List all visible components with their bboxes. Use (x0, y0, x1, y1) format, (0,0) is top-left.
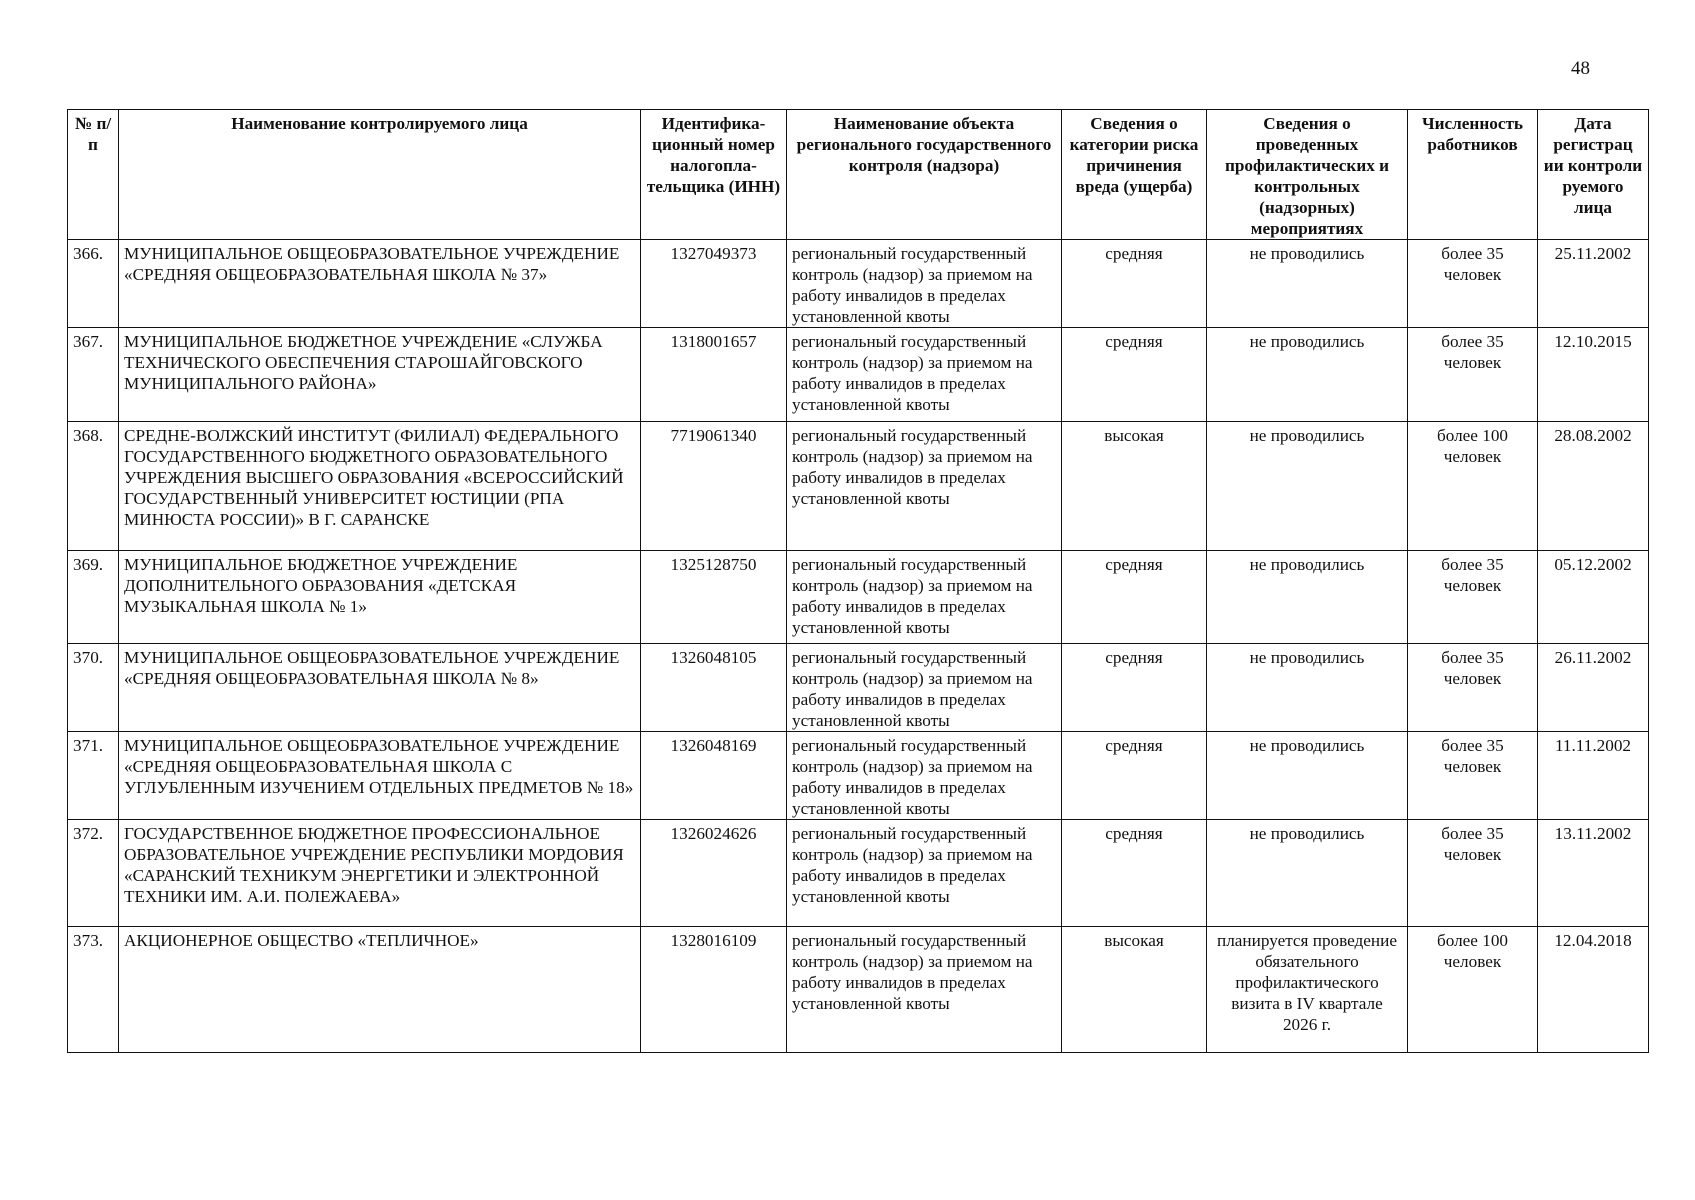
header-inn: Идентифика-ционный номер налогопла-тельщика (ИНН) (641, 110, 787, 240)
cell-inn: 1318001657 (641, 328, 787, 422)
cell-name: ГОСУДАРСТВЕННОЕ БЮДЖЕТНОЕ ПРОФЕССИОНАЛЬНОЕ ОБРАЗОВАТЕЛЬНОЕ УЧРЕЖДЕНИЕ РЕСПУБЛИКИ МОРДОВИЯ «САРАНСКИЙ ТЕХНИКУМ ЭНЕРГЕТИКИ И ЭЛЕКТРОННОЙ ТЕХНИКИ ИМ. А.И. ПОЛЕЖАЕВА» (119, 820, 641, 927)
cell-num: 369. (68, 551, 119, 644)
cell-num: 373. (68, 927, 119, 1053)
cell-risk: средняя (1062, 644, 1207, 732)
cell-staff: более 100 человек (1408, 422, 1538, 551)
cell-staff: более 35 человек (1408, 820, 1538, 927)
cell-staff: более 35 человек (1408, 240, 1538, 328)
cell-staff: более 35 человек (1408, 328, 1538, 422)
cell-num: 372. (68, 820, 119, 927)
cell-staff: более 35 человек (1408, 732, 1538, 820)
cell-date: 28.08.2002 (1538, 422, 1649, 551)
cell-inn: 1326048105 (641, 644, 787, 732)
cell-risk: средняя (1062, 551, 1207, 644)
cell-name: МУНИЦИПАЛЬНОЕ БЮДЖЕТНОЕ УЧРЕЖДЕНИЕ «СЛУЖБА ТЕХНИЧЕСКОГО ОБЕСПЕЧЕНИЯ СТАРОШАЙГОВСКОГО МУНИЦИПАЛЬНОГО РАЙОНА» (119, 328, 641, 422)
header-date: Дата регистрац ии контроли руемого лица (1538, 110, 1649, 240)
table-row (68, 644, 1649, 732)
cell-preventive: не проводились (1207, 732, 1408, 820)
table-row (68, 732, 1649, 820)
cell-inn: 1326048169 (641, 732, 787, 820)
header-preventive: Сведения о проведенных профилактических и контрольных (надзорных) мероприятиях (1207, 110, 1408, 240)
cell-num: 371. (68, 732, 119, 820)
cell-inn: 1326024626 (641, 820, 787, 927)
cell-staff: более 35 человек (1408, 644, 1538, 732)
cell-object: региональный государственный контроль (надзор) за приемом на работу инвалидов в пределах установленной квоты (787, 328, 1062, 422)
cell-object: региональный государственный контроль (надзор) за приемом на работу инвалидов в пределах установленной квоты (787, 422, 1062, 551)
cell-object: региональный государственный контроль (надзор) за приемом на работу инвалидов в пределах установленной квоты (787, 927, 1062, 1053)
cell-object: региональный государственный контроль (надзор) за приемом на работу инвалидов в пределах установленной квоты (787, 820, 1062, 927)
table-row (68, 328, 1649, 422)
cell-date: 26.11.2002 (1538, 644, 1649, 732)
cell-preventive: не проводились (1207, 551, 1408, 644)
cell-date: 11.11.2002 (1538, 732, 1649, 820)
cell-num: 366. (68, 240, 119, 328)
cell-staff: более 100 человек (1408, 927, 1538, 1053)
cell-inn: 1325128750 (641, 551, 787, 644)
cell-date: 12.04.2018 (1538, 927, 1649, 1053)
table-row (68, 551, 1649, 644)
cell-name: СРЕДНЕ-ВОЛЖСКИЙ ИНСТИТУТ (ФИЛИАЛ) ФЕДЕРАЛЬНОГО ГОСУДАРСТВЕННОГО БЮДЖЕТНОГО ОБРАЗОВАТЕЛЬНОГО УЧРЕЖДЕНИЯ ВЫСШЕГО ОБРАЗОВАНИЯ «ВСЕРОССИЙСКИЙ ГОСУДАРСТВЕННЫЙ УНИВЕРСИТЕТ ЮСТИЦИИ (РПА МИНЮСТА РОССИИ)» В Г. САРАНСКЕ (119, 422, 641, 551)
header-risk: Сведения о категории риска причинения вреда (ущерба) (1062, 110, 1207, 240)
cell-name: МУНИЦИПАЛЬНОЕ ОБЩЕОБРАЗОВАТЕЛЬНОЕ УЧРЕЖДЕНИЕ «СРЕДНЯЯ ОБЩЕОБРАЗОВАТЕЛЬНАЯ ШКОЛА С УГЛУБЛЕННЫМ ИЗУЧЕНИЕМ ОТДЕЛЬНЫХ ПРЕДМЕТОВ № 18» (119, 732, 641, 820)
cell-staff: более 35 человек (1408, 551, 1538, 644)
cell-risk: высокая (1062, 927, 1207, 1053)
header-name: Наименование контролируемого лица (119, 110, 641, 240)
table-row (68, 240, 1649, 328)
cell-preventive: не проводились (1207, 644, 1408, 732)
cell-preventive: не проводились (1207, 328, 1408, 422)
cell-risk: средняя (1062, 240, 1207, 328)
cell-preventive: планируется проведение обязательного профилактического визита в IV квартале 2026 г. (1207, 927, 1408, 1053)
cell-name: АКЦИОНЕРНОЕ ОБЩЕСТВО «ТЕПЛИЧНОЕ» (119, 927, 641, 1053)
cell-date: 12.10.2015 (1538, 328, 1649, 422)
registry-table (67, 109, 1649, 1053)
cell-preventive: не проводились (1207, 240, 1408, 328)
cell-object: региональный государственный контроль (надзор) за приемом на работу инвалидов в пределах установленной квоты (787, 644, 1062, 732)
cell-inn: 1327049373 (641, 240, 787, 328)
header-row (68, 110, 1649, 240)
cell-object: региональный государственный контроль (надзор) за приемом на работу инвалидов в пределах установленной квоты (787, 240, 1062, 328)
cell-risk: средняя (1062, 328, 1207, 422)
cell-date: 25.11.2002 (1538, 240, 1649, 328)
header-staff: Численность работников (1408, 110, 1538, 240)
cell-preventive: не проводились (1207, 422, 1408, 551)
cell-name: МУНИЦИПАЛЬНОЕ ОБЩЕОБРАЗОВАТЕЛЬНОЕ УЧРЕЖДЕНИЕ «СРЕДНЯЯ ОБЩЕОБРАЗОВАТЕЛЬНАЯ ШКОЛА № 37» (119, 240, 641, 328)
table-row (68, 422, 1649, 551)
page-number: 48 (1571, 58, 1590, 79)
cell-num: 368. (68, 422, 119, 551)
header-object: Наименование объекта регионального государственного контроля (надзора) (787, 110, 1062, 240)
table-row (68, 927, 1649, 1053)
cell-num: 367. (68, 328, 119, 422)
cell-object: региональный государственный контроль (надзор) за приемом на работу инвалидов в пределах установленной квоты (787, 551, 1062, 644)
cell-inn: 1328016109 (641, 927, 787, 1053)
cell-risk: средняя (1062, 820, 1207, 927)
cell-date: 13.11.2002 (1538, 820, 1649, 927)
cell-num: 370. (68, 644, 119, 732)
cell-date: 05.12.2002 (1538, 551, 1649, 644)
cell-risk: средняя (1062, 732, 1207, 820)
cell-preventive: не проводились (1207, 820, 1408, 927)
header-num: № п/п (68, 110, 119, 240)
cell-object: региональный государственный контроль (надзор) за приемом на работу инвалидов в пределах установленной квоты (787, 732, 1062, 820)
cell-risk: высокая (1062, 422, 1207, 551)
cell-name: МУНИЦИПАЛЬНОЕ БЮДЖЕТНОЕ УЧРЕЖДЕНИЕ ДОПОЛНИТЕЛЬНОГО ОБРАЗОВАНИЯ «ДЕТСКАЯ МУЗЫКАЛЬНАЯ ШКОЛА № 1» (119, 551, 641, 644)
table-row (68, 820, 1649, 927)
cell-name: МУНИЦИПАЛЬНОЕ ОБЩЕОБРАЗОВАТЕЛЬНОЕ УЧРЕЖДЕНИЕ «СРЕДНЯЯ ОБЩЕОБРАЗОВАТЕЛЬНАЯ ШКОЛА № 8» (119, 644, 641, 732)
cell-inn: 7719061340 (641, 422, 787, 551)
